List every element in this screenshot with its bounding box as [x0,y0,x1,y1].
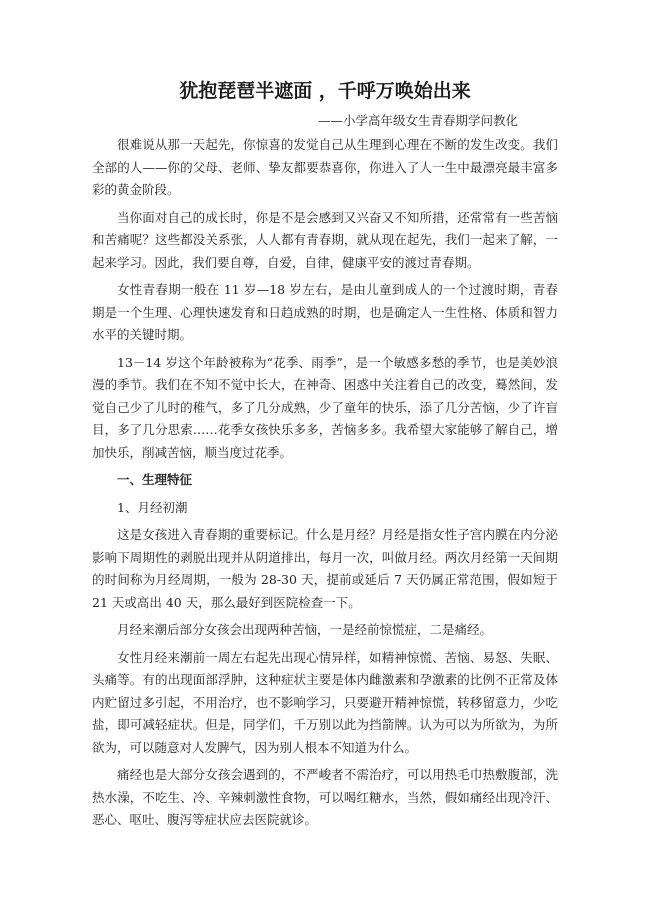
paragraph-menarche-3: 女性月经来潮前一周左右起先出现心情异样，如精神惊慌、苦恼、易怒、失眠、头痛等。有的出现面部浮肿，这种症状主要是体内雌激素和孕激素的比例不正常及体内贮留过多引起，不用治疗，也不影响学习，只要避开精神惊慌，转移留意力，少吃盐，即可减轻症状。但是，同学们，千万别以此为挡箭牌。认为可以为所欲为，为所欲为，可以随意对人发脾气，因为别人根本不知道为什么。 [92,649,558,755]
paragraph-menarche-2: 月经来潮后部分女孩会出现两种苦恼，一是经前惊慌症，二是痛经。 [117,622,493,637]
paragraph-intro-3: 女性青春期一般在 11 岁—18 岁左右，是由儿童到成人的一个过渡时期，青春期是一个生理、心理快速发育和日趋成熟的时期，也是确定人一生性格、体质和智力水平的关键时期。 [92,282,558,342]
document-title: 犹抱琵琶半遮面 ，千呼万唤始出来 [179,80,471,102]
paragraph-menarche-4: 痛经也是大部分女孩会遇到的，不严峻者不需治疗，可以用热毛巾热敷腹部，洗热水澡，不吃生、冷、辛辣刺激性食物，可以喝红糖水，当然，假如痛经出现冷汗、恶心、呕吐、腹泻等症状应去医院就诊。 [92,767,558,827]
subsection-heading-menarche: 1、月经初潮 [117,499,188,515]
paragraph-intro-1: 很难说从那一天起先，你惊喜的发觉自己从生理到心理在不断的发生改变。我们全部的人——你的父母、老师、挚友都要恭喜你，你进入了人一生中最漂亮最丰富多彩的黄金阶段。 [92,137,558,197]
paragraph-menarche-1: 这是女孩进入青春期的重要标记。什么是月经？月经是指女性子宫内膜在内分泌影响下周期性的剥脱出现并从阴道排出，每月一次，叫做月经。两次月经第一天间期的时间称为月经周期，一般为 28-30 天，提前或延后 7 天仍属正常范围，假如短于 21 天或高出 40 天，那么最好到医院检查一下。 [92,527,558,610]
paragraph-intro-2: 当你面对自己的成长时，你是不是会感到又兴奋又不知所措，还常常有一些苦恼和苦痛呢？这些都没关系张，人人都有青春期，就从现在起先，我们一起来了解，一起来学习。因此，我们要自尊，自爱，自律，健康平安的渡过青春期。 [92,209,558,270]
section-heading-physiology: 一、生理特征 [117,472,193,487]
paragraph-intro-4: 13－14 岁这个年龄被称为“花季、雨季”，是一个敏感多愁的季节，也是美妙浪漫的季节。我们在不知不觉中长大，在神奇、困惑中关注着自己的改变，蓦然间，发觉自己少了儿时的稚气，多了几分成熟，少了童年的快乐，添了几分苦恼，少了许盲目，多了几分思索……花季女孩快乐多多，苦恼多多。我希望大家能够了解自己，增加快乐，削减苦恼，顺当度过花季。 [92,354,558,460]
document-subtitle: ——小学高年级女生青春期学问教化 [317,113,518,128]
